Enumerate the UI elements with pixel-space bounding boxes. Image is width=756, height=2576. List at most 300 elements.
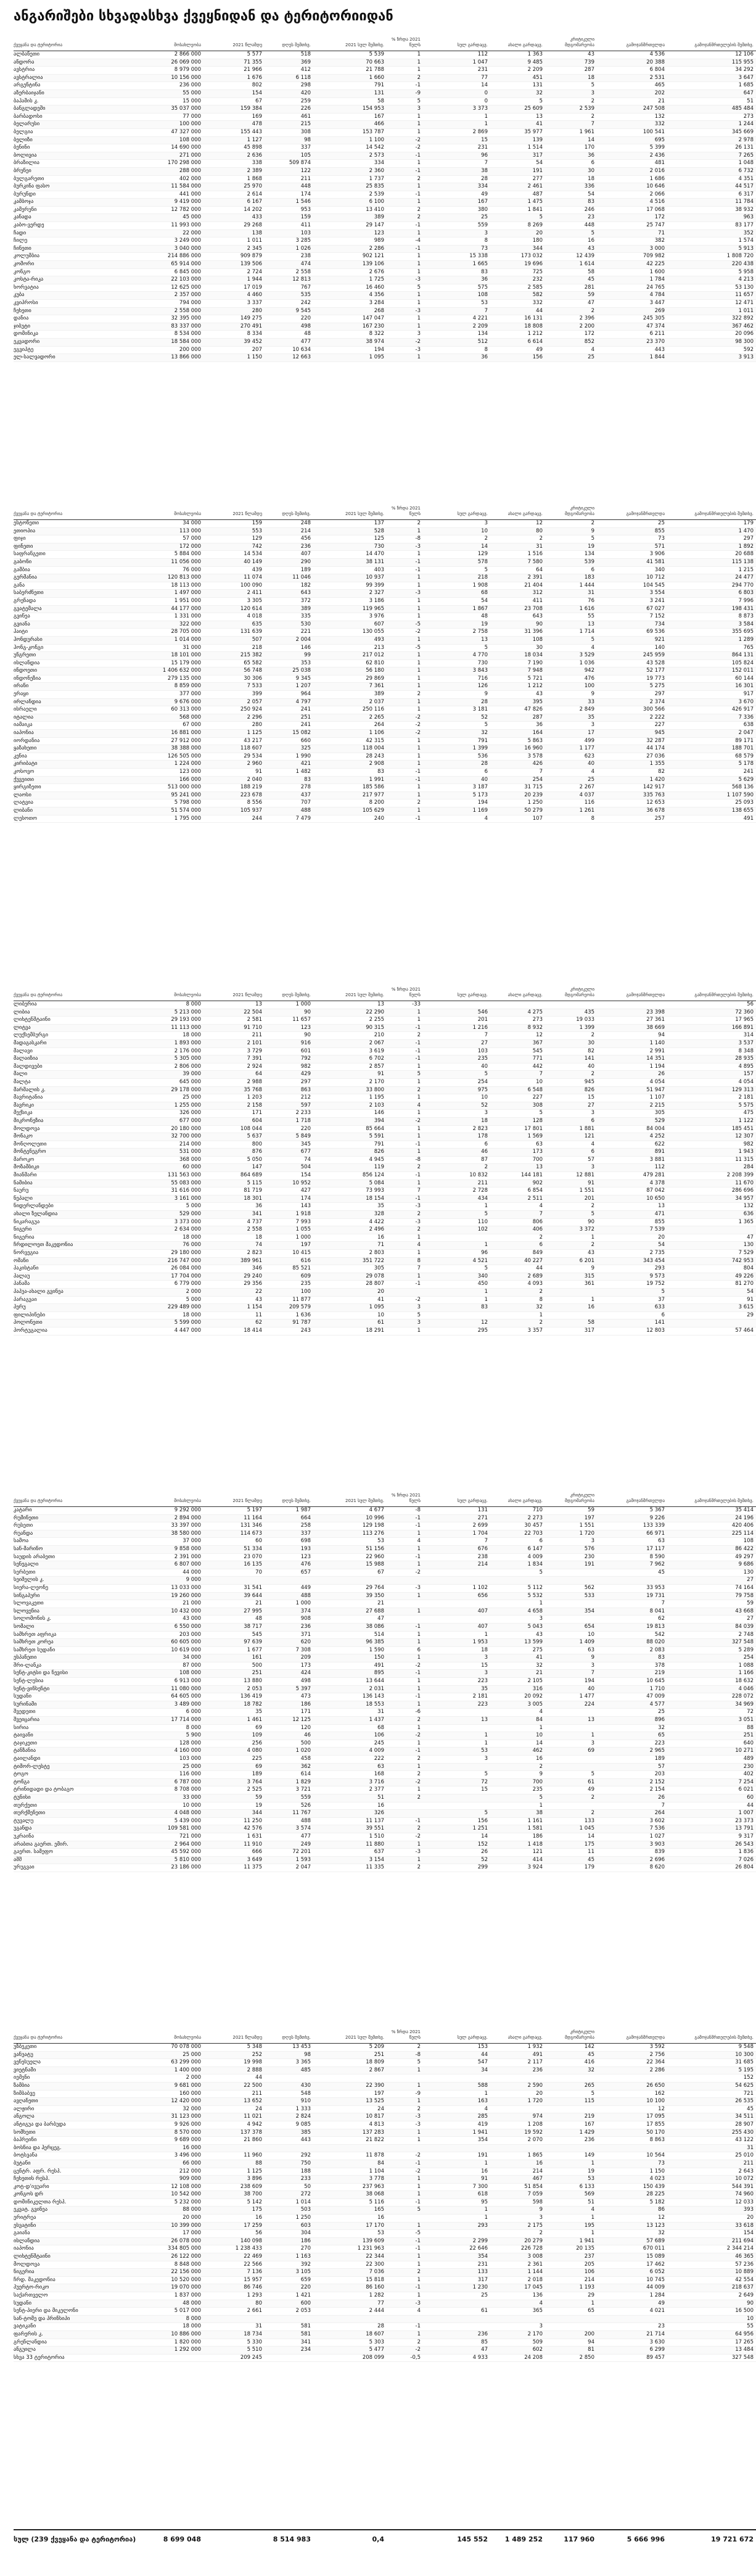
- cell: 636: [667, 1211, 756, 1219]
- column-header: გამოჯანმრთელების შემთხვ.: [667, 987, 756, 1001]
- table-row: [14, 2051, 756, 2059]
- country-name: ტუნისი: [14, 1794, 133, 1802]
- country-name: ტაჯიკეთი: [14, 1740, 133, 1748]
- cell: 1 590: [313, 1646, 387, 1654]
- cell: 1 150: [597, 2168, 667, 2176]
- cell: 117 960: [564, 2535, 594, 2543]
- cell: 22 000: [133, 229, 203, 237]
- cell: 2 345: [203, 245, 265, 253]
- cell: 29: [667, 1311, 756, 1319]
- cell: 343 454: [597, 1257, 667, 1265]
- table-row: [14, 698, 756, 706]
- cell: 193: [265, 1545, 313, 1553]
- cell: 160 000: [133, 2090, 203, 2098]
- cell: 4 048 000: [133, 1810, 203, 1818]
- cell: 3 373 000: [133, 1218, 203, 1226]
- cell: 4 021: [597, 2308, 667, 2316]
- cell: 559: [423, 222, 490, 230]
- cell: 604: [203, 1117, 265, 1125]
- cell: 40: [545, 1685, 597, 1693]
- cell: [423, 2144, 490, 2152]
- cell: 1 951 000: [133, 597, 203, 605]
- cell: 1 636: [265, 1311, 313, 1319]
- cell: 316: [490, 1685, 545, 1693]
- cell: 19: [203, 1802, 265, 1810]
- cell: 734: [597, 621, 667, 629]
- cell: 28: [423, 698, 490, 706]
- cell: 31: [313, 1709, 387, 1717]
- cell: 3: [545, 1538, 597, 1546]
- cell: [203, 2315, 265, 2323]
- table-row: [14, 144, 756, 152]
- cell: 10: [490, 1078, 545, 1086]
- cell: 113 276: [313, 1530, 387, 1538]
- cell: 8 979 000: [133, 67, 203, 75]
- cell: 394: [313, 1117, 387, 1125]
- cell: 13 880: [203, 1678, 265, 1686]
- cell: 643: [265, 590, 313, 598]
- cell: 189: [203, 1771, 265, 1779]
- cell: 6 147: [490, 1545, 545, 1553]
- cell: 5: [545, 1211, 597, 1219]
- column-header: სულ გარდაცვ.: [423, 37, 490, 51]
- cell: 18 632: [667, 1678, 756, 1686]
- cell: 77 000: [133, 113, 203, 121]
- cell: 498: [265, 323, 313, 331]
- country-name: ნიგერი: [14, 1226, 133, 1234]
- cell: 2 539: [313, 191, 387, 199]
- cell: 224: [545, 1701, 597, 1709]
- cell: 120 813 000: [133, 574, 203, 582]
- cell: 33 618: [667, 2222, 756, 2230]
- cell: 2 374: [597, 698, 667, 706]
- cell: 45: [545, 2051, 597, 2059]
- cell: 640: [667, 1740, 756, 1748]
- cell: 144 181: [490, 1172, 545, 1180]
- cell: 72 360: [667, 1009, 756, 1017]
- cell: 1: [387, 582, 423, 590]
- country-name: ნორვეგია: [14, 1250, 133, 1258]
- country-name: ჩადი: [14, 229, 133, 237]
- country-name: ყაზახეთი: [14, 745, 133, 753]
- cell: 1 106: [313, 730, 387, 738]
- cell: 71 355: [203, 59, 265, 67]
- cell: 489: [667, 1756, 756, 1764]
- cell: 1 676: [203, 74, 265, 82]
- cell: 18 809: [313, 2059, 387, 2067]
- cell: 10 072: [667, 2176, 756, 2184]
- cell: 19 773: [597, 675, 667, 683]
- cell: 242: [265, 300, 313, 308]
- cell: 26 084 000: [133, 1265, 203, 1273]
- cell: 19: [545, 543, 597, 551]
- column-header: კრიტიკული მდგომარეობა: [545, 987, 597, 1001]
- cell: 21 788: [313, 67, 387, 75]
- table-row: [14, 1203, 756, 1211]
- cell: 1 095: [313, 354, 387, 362]
- cell: -3: [387, 2121, 423, 2129]
- cell: 275: [490, 1646, 545, 1654]
- cell: 1 194: [597, 1063, 667, 1071]
- cell: 134: [545, 551, 597, 559]
- cell: 77: [423, 74, 490, 82]
- table-row: [14, 1110, 756, 1118]
- column-header: % ზრდა 2021 წელს: [387, 987, 423, 1001]
- cell: 1: [387, 160, 423, 168]
- cell: 416: [545, 2059, 597, 2067]
- country-name: სურინამი: [14, 1701, 133, 1709]
- country-name: საუდის არაბეთი: [14, 1553, 133, 1561]
- country-name: ნეპალი: [14, 1195, 133, 1203]
- country-name: მონაკო: [14, 1133, 133, 1141]
- country-name: ლიბია: [14, 1009, 133, 1017]
- country-name: ბრუნეი: [14, 167, 133, 175]
- column-header: კრიტიკული მდგომარეობა: [545, 1493, 597, 1507]
- column-header: ახალი გარდაცვ.: [490, 2029, 545, 2044]
- cell: 6 052: [597, 2269, 667, 2277]
- cell: 6 133: [545, 2183, 597, 2191]
- cell: 4: [423, 815, 490, 823]
- cell: 1: [423, 1740, 490, 1748]
- cell: 175: [203, 2207, 265, 2215]
- cell: 23: [597, 2323, 667, 2331]
- cell: 411: [490, 597, 545, 605]
- cell: 1 107 590: [667, 791, 756, 799]
- cell: 656: [423, 1592, 490, 1600]
- cell: 240: [313, 815, 387, 823]
- cell: 7 391: [203, 1055, 265, 1063]
- cell: 11 910: [203, 1841, 265, 1849]
- cell: 200: [545, 2330, 597, 2339]
- cell: 659: [265, 2276, 313, 2284]
- country-name: უკრაინა: [14, 1833, 133, 1841]
- table-header-row: [14, 506, 756, 520]
- country-name: სუდანი: [14, 2300, 133, 2308]
- cell: 6 614: [490, 338, 545, 346]
- cell: 11 657: [265, 1017, 313, 1025]
- cell: 83: [265, 776, 313, 784]
- table-row: [14, 807, 756, 815]
- cell: 1: [387, 791, 423, 799]
- cell: 16: [313, 2215, 387, 2223]
- cell: 51: [667, 97, 756, 105]
- cell: 133: [545, 1817, 597, 1825]
- cell: 419: [423, 2121, 490, 2129]
- cell: 61: [423, 2308, 490, 2316]
- cell: 116 000: [133, 1771, 203, 1779]
- cell: 44 174: [597, 745, 667, 753]
- cell: 152 011: [667, 667, 756, 675]
- cell: 20: [490, 229, 545, 237]
- cell: 1 047: [423, 59, 490, 67]
- cell: -1: [387, 2323, 423, 2331]
- cell: 8 334: [203, 331, 265, 339]
- cell: 21: [313, 1600, 387, 1608]
- cell: -2: [387, 629, 423, 637]
- cell: 1 399: [545, 1024, 597, 1032]
- cell: 1: [423, 2090, 490, 2098]
- table-row: [14, 2215, 756, 2223]
- cell: [387, 2315, 423, 2323]
- cell: 2 558: [265, 268, 313, 276]
- cell: 43: [545, 51, 597, 59]
- cell: [265, 1577, 313, 1585]
- cell: 2 614: [203, 191, 265, 199]
- cell: 1 475: [490, 199, 545, 207]
- cell: 1: [387, 1327, 423, 1335]
- cell: 44 177 000: [133, 605, 203, 613]
- cell: 3: [387, 331, 423, 339]
- cell: 88 000: [133, 2207, 203, 2215]
- cell: 4 658: [490, 1608, 545, 1616]
- cell: 7 533: [203, 683, 265, 691]
- cell: 273: [490, 1017, 545, 1025]
- cell: 3 578: [490, 753, 545, 761]
- cell: 21: [490, 1670, 545, 1678]
- cell: 20 180 000: [133, 1125, 203, 1133]
- cell: 90: [490, 621, 545, 629]
- cell: [387, 1810, 423, 1818]
- table-row: [14, 1646, 756, 1654]
- cell: 10: [313, 1311, 387, 1319]
- cell: 499: [545, 737, 597, 745]
- cell: 147 047: [313, 315, 387, 323]
- cell: 902: [490, 1179, 545, 1187]
- cell: 70 663: [313, 59, 387, 67]
- cell: 5 084: [313, 1179, 387, 1187]
- cell: 5 330: [203, 2339, 265, 2347]
- table-row: [14, 1545, 756, 1553]
- cell: 1: [387, 698, 423, 706]
- cell: 251: [203, 1670, 265, 1678]
- cell: 514: [313, 1631, 387, 1639]
- table-row: [14, 769, 756, 777]
- cell: 548: [265, 2090, 313, 2098]
- cell: 1 932: [490, 2044, 545, 2052]
- cell: 4: [423, 2105, 490, 2113]
- cell: 37 000: [133, 1538, 203, 1546]
- cell: 1: [387, 128, 423, 136]
- cell: 143: [265, 1203, 313, 1211]
- cell: 1 918: [265, 1211, 313, 1219]
- country-name: პალაუ: [14, 1273, 133, 1281]
- country-name: კამერუნი: [14, 206, 133, 214]
- cell: 165: [313, 2207, 387, 2215]
- cell: 403: [313, 566, 387, 574]
- cell: 2: [387, 2044, 423, 2052]
- cell: 19 696: [490, 261, 545, 269]
- cell: 137 283: [313, 2129, 387, 2137]
- column-header: გამოჯანმრთელების შემთხვ.: [667, 1493, 756, 1507]
- country-name: ნიდერლანდები: [14, 1203, 133, 1211]
- cell: 123: [265, 1024, 313, 1032]
- cell: 173: [490, 1149, 545, 1157]
- cell: 31 616 000: [133, 1187, 203, 1195]
- cell: 2 286: [597, 2066, 667, 2074]
- cell: 35 037 000: [133, 105, 203, 114]
- cell: 12: [597, 2105, 667, 2113]
- cell: 1 470: [667, 527, 756, 535]
- cell: 14: [545, 136, 597, 144]
- cell: 9 545: [265, 307, 313, 315]
- cell: 742: [203, 543, 265, 551]
- cell: 214 000: [133, 1141, 203, 1149]
- table-row: [14, 1771, 756, 1779]
- country-name: სოლომონის კ.: [14, 1616, 133, 1624]
- cell: 49: [597, 2300, 667, 2308]
- cell: 660: [265, 737, 313, 745]
- column-header: ახალი გარდაცვ.: [490, 506, 545, 520]
- cell: 33 397 000: [133, 1522, 203, 1530]
- cell: 26: [423, 1849, 490, 1857]
- cell: 17 704 000: [133, 1273, 203, 1281]
- cell: 5 275: [597, 683, 667, 691]
- cell: 68: [313, 1724, 387, 1732]
- cell: 11 670: [667, 1179, 756, 1187]
- cell: 1 048: [667, 160, 756, 168]
- table-row: [14, 605, 756, 613]
- cell: 1 510: [313, 1833, 387, 1841]
- cell: 20 000: [133, 2215, 203, 2223]
- cell: 3 357: [490, 1327, 545, 1335]
- cell: 504: [265, 1164, 313, 1172]
- cell: 1: [387, 199, 423, 207]
- column-header: % ზრდა 2021 წელს: [387, 1493, 423, 1507]
- cell: 725: [490, 268, 545, 276]
- cell: 2: [387, 2339, 423, 2347]
- country-name: ერაყი: [14, 691, 133, 699]
- cell: 161: [203, 1654, 265, 1662]
- cell: 4 018: [203, 613, 265, 621]
- cell: 14: [423, 82, 490, 90]
- cell: 1 420: [597, 776, 667, 784]
- cell: 2 689: [490, 1273, 545, 1281]
- column-header: % ზრდა 2021 წელს: [387, 2029, 423, 2044]
- table-row: [14, 1717, 756, 1725]
- cell: 5 575: [667, 1102, 756, 1110]
- column-header: ახალი გარდაცვ.: [490, 987, 545, 1001]
- cell: 293: [423, 2222, 490, 2230]
- cell: 3 554: [597, 590, 667, 598]
- cell: 12: [423, 1319, 490, 1327]
- cell: 211: [203, 1032, 265, 1040]
- cell: 194: [545, 1678, 597, 1686]
- table-row: [14, 1514, 756, 1522]
- cell: 44: [490, 1265, 545, 1273]
- cell: 7 993: [265, 1218, 313, 1226]
- cell: 2 444: [313, 2308, 387, 2316]
- cell: 86 422: [667, 1545, 756, 1553]
- cell: 17 259: [203, 2222, 265, 2230]
- cell: 51 854: [490, 2183, 545, 2191]
- cell: 352: [667, 229, 756, 237]
- cell: -3: [387, 346, 423, 354]
- table-row: [14, 152, 756, 160]
- cell: 278: [265, 784, 313, 792]
- cell: 395: [490, 698, 545, 706]
- cell: 17 068: [597, 206, 667, 214]
- cell: 2 158: [203, 1102, 265, 1110]
- cell: 214: [490, 2168, 545, 2176]
- cell: -6: [387, 1709, 423, 1717]
- cell: 12 420 000: [133, 2098, 203, 2106]
- table-row: [14, 1032, 756, 1040]
- cell: -3: [387, 590, 423, 598]
- cell: 317: [545, 1327, 597, 1335]
- cell: [545, 1577, 597, 1585]
- table-row: [14, 1802, 756, 1810]
- cell: 12 307: [667, 1133, 756, 1141]
- country-name: ტანზანია: [14, 1748, 133, 1756]
- cell: 7 479: [265, 815, 313, 823]
- cell: 485: [265, 2066, 313, 2074]
- cell: 17 117: [597, 1545, 667, 1553]
- cell: 25: [597, 1709, 667, 1717]
- cell: 2: [490, 1763, 545, 1771]
- cell: -1: [387, 1047, 423, 1055]
- table-row: [14, 1670, 756, 1678]
- cell: 47 327 000: [133, 128, 203, 136]
- cell: 13: [545, 1717, 597, 1725]
- cell: 277: [490, 175, 545, 183]
- cell: 1 961: [545, 128, 597, 136]
- cell: 3 365: [265, 2059, 313, 2067]
- cell: 9 926 000: [133, 2121, 203, 2129]
- cell: 2 894 000: [133, 1514, 203, 1522]
- country-name: ჩილე: [14, 237, 133, 246]
- country-name: ვენესუელა: [14, 2059, 133, 2067]
- cell: 2 016: [597, 167, 667, 175]
- country-name: ბრაზილია: [14, 160, 133, 168]
- cell: 62: [203, 1319, 265, 1327]
- cell: 3 630: [597, 2339, 667, 2347]
- cell: 3 285: [265, 237, 313, 246]
- cell: 1: [387, 300, 423, 308]
- table-row: [14, 2245, 756, 2253]
- cell: 466: [313, 121, 387, 129]
- cell: 9 548: [667, 2044, 756, 2052]
- cell: 18 154: [313, 1195, 387, 1203]
- cell: 1 720: [545, 1530, 597, 1538]
- cell: 73 993: [313, 1187, 387, 1195]
- column-header: მოსახლეობა: [133, 2029, 203, 2044]
- cell: 4: [490, 1203, 545, 1211]
- cell: 188 701: [667, 745, 756, 753]
- cell: 4 447 000: [133, 1327, 203, 1335]
- cell: 9: [490, 1771, 545, 1779]
- cell: 1: [545, 2160, 597, 2168]
- cell: [423, 2315, 490, 2323]
- cell: 559: [265, 1794, 313, 1802]
- cell: 270 491: [203, 323, 265, 331]
- cell: 171: [265, 1709, 313, 1717]
- cell: 5 629: [667, 776, 756, 784]
- table-row: [14, 346, 756, 354]
- cell: 544 391: [667, 2183, 756, 2191]
- cell: 18: [423, 1117, 490, 1125]
- cell: 9 681 000: [133, 2082, 203, 2090]
- cell: 8 708 000: [133, 1786, 203, 1794]
- cell: 22 300: [313, 2261, 387, 2269]
- country-name: სენტ-ვინსენტი: [14, 1685, 133, 1693]
- cell: 721 000: [133, 1833, 203, 1841]
- cell: 11 960: [203, 2152, 265, 2160]
- cell: 1 250: [265, 2215, 313, 2223]
- country-name: კირიბატი: [14, 761, 133, 769]
- cell: 26 122 000: [133, 2253, 203, 2261]
- cell: -1: [387, 1748, 423, 1756]
- cell: 149: [545, 2152, 597, 2160]
